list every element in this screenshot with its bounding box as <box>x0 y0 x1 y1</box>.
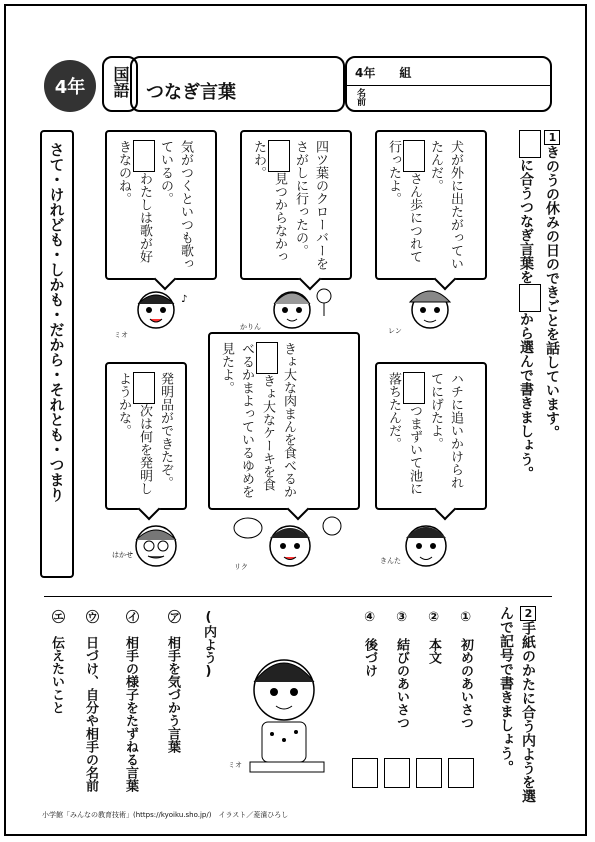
content-c: ㋒ 日づけ、自分や相手の名前 <box>83 610 98 792</box>
question-1-text-a: きのうの休みの日のできごとを話しています。 <box>544 145 560 439</box>
speech-bubble-riku <box>208 332 360 510</box>
section-divider <box>44 596 552 597</box>
bubble-text: 次は何を発明しようかな。 <box>116 372 152 495</box>
character-name: レン <box>388 327 402 335</box>
answer-blank[interactable] <box>133 372 155 404</box>
answer-blank[interactable] <box>256 342 278 374</box>
speech-bubble-kinta <box>375 362 487 510</box>
character-name: きんた <box>380 557 401 565</box>
character-name: リク <box>234 563 248 571</box>
answer-box-1[interactable] <box>448 758 474 788</box>
bubble-text: さん歩につれて行ったよ。 <box>386 140 422 263</box>
question-1 <box>515 130 563 600</box>
contents-label: (内よう) <box>201 610 216 679</box>
subject-label: 国語 <box>102 56 138 112</box>
answer-blank[interactable] <box>133 140 155 172</box>
question-2-text: 手紙のかたに合う内ようを選んで記号で書きましょう。 <box>498 606 536 803</box>
bubble-text: 四ツ葉のクローバーをさがしに行ったの。 <box>293 140 328 270</box>
boy-ren-icon <box>400 282 460 332</box>
question-1-text-b: に合うつなぎ言葉を <box>518 158 534 284</box>
answer-box-2[interactable] <box>416 758 442 788</box>
word-choices-box <box>40 130 74 578</box>
answer-blank[interactable] <box>403 372 425 404</box>
bubble-text: わたしは歌が好きなのね。 <box>116 140 152 263</box>
speech-bubble-mio <box>105 130 217 280</box>
content-b: ㋑ 相手の様子をたずねる言葉 <box>123 610 138 792</box>
blank-box-icon <box>519 284 541 312</box>
character-name: ミオ <box>114 331 128 339</box>
question-2-number: 2 <box>522 607 535 620</box>
character-name: はかせ <box>112 551 133 559</box>
bubble-text: 発明品ができたぞ。 <box>158 372 173 489</box>
boy-riku-icon <box>230 514 350 574</box>
speech-bubble-hakase <box>105 362 187 510</box>
character-name: ミオ <box>228 761 242 769</box>
answer-box-3[interactable] <box>384 758 410 788</box>
question-1-number: 1 <box>546 131 559 144</box>
content-a: ㋐ 相手を気づかう言葉 <box>165 610 180 753</box>
bubble-text: ハチに追いかけられてにげたよ。 <box>428 372 463 489</box>
speech-bubble-ren <box>375 130 487 280</box>
answer-blank[interactable] <box>403 140 425 172</box>
content-d: ㋓ 伝えたいこと <box>49 610 64 714</box>
question-1-text-c: から選んで書きましょう。 <box>518 312 534 480</box>
grade-badge: 4年 <box>44 60 96 112</box>
character-name: かりん <box>240 323 261 331</box>
letter-part-2: ② 本文 <box>426 610 441 664</box>
letter-part-3: ③ 結びのあいさつ <box>394 610 409 729</box>
word-choices: さて・けれども・しかも・だから・それとも・つまり <box>47 142 66 502</box>
footer-credit: 小学館「みんなの教育技術」(https://kyoiku.sho.jp/) イラスト／菱濱ひろし <box>42 811 289 819</box>
question-2 <box>495 606 539 806</box>
blank-box-icon <box>519 130 541 158</box>
page-title: つなぎ言葉 <box>130 56 345 112</box>
letter-part-4: ④ 後づけ <box>362 610 377 677</box>
bubble-text: 犬が外に出たがっていたんだ。 <box>428 140 463 270</box>
name-box <box>345 56 552 112</box>
boy-kinta-icon <box>396 514 456 574</box>
letter-part-1: ① 初めのあいさつ <box>458 610 473 729</box>
name-field[interactable]: 名前 <box>355 88 365 106</box>
speech-bubble-karin <box>240 130 352 280</box>
answer-box-4[interactable] <box>352 758 378 788</box>
bubble-text: 見つからなかったわ。 <box>251 140 287 263</box>
bubble-text: きょ大な肉まんを食べるか <box>281 342 296 498</box>
answer-blank[interactable] <box>268 140 290 172</box>
svg-text:♪: ♪ <box>181 294 188 305</box>
girl-karin-icon <box>262 282 342 332</box>
hakase-icon <box>126 514 186 574</box>
bubble-text: 気がつくといつも歌っているの。 <box>158 140 193 270</box>
girl-mio-writing-icon <box>232 640 342 780</box>
bubble-text: つまずいて池に落ちたんだ。 <box>386 372 422 495</box>
class-field[interactable]: 4年 組 <box>347 58 550 86</box>
girl-mio-icon <box>126 282 196 332</box>
bubble-text: きょ大なケーキを食べるかまよっているゆめを見たよ。 <box>219 342 275 498</box>
